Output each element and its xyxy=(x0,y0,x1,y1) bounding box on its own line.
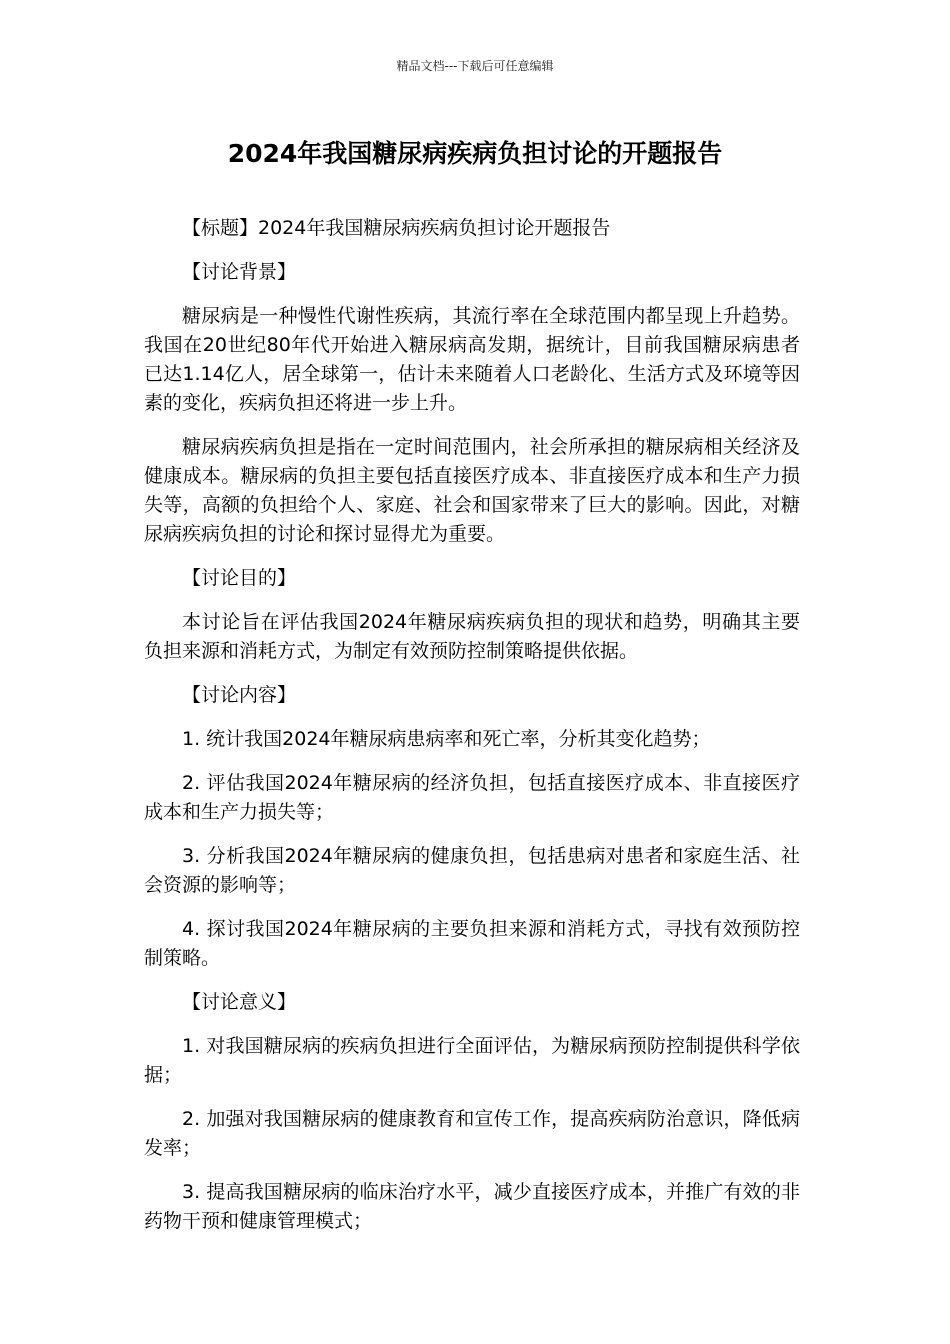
document-body xyxy=(144,214,800,1251)
significance-item-3: 3. 提高我国糖尿病的临床治疗水平，减少直接医疗成本，并推广有效的非药物干预和健康管理模式； xyxy=(144,1181,800,1232)
section-heading-significance: 【讨论意义】 xyxy=(182,991,297,1013)
section-heading-content: 【讨论内容】 xyxy=(182,684,297,706)
header-note: 精品文档---下载后可任意编辑 xyxy=(396,59,554,73)
section-heading-purpose: 【讨论目的】 xyxy=(182,567,297,589)
content-item-4: 4. 探讨我国2024年糖尿病的主要负担来源和消耗方式，寻找有效预防控制策略。 xyxy=(144,918,800,969)
paragraph-background-1: 糖尿病是一种慢性代谢性疾病，其流行率在全球范围内都呈现上升趋势。我国在20世纪80年代开始进入糖尿病高发期，据统计，目前我国糖尿病患者已达1.14亿人，居全球第一，估计未来随着人口老龄化、生活方式及环境等因素的变化，疾病负担还将进一步上升。 xyxy=(144,305,800,414)
significance-item-1: 1. 对我国糖尿病的疾病负担进行全面评估，为糖尿病预防控制提供科学依据； xyxy=(144,1035,800,1086)
title-line: 【标题】2024年我国糖尿病疾病负担讨论开题报告 xyxy=(182,217,611,239)
content-item-2: 2. 评估我国2024年糖尿病的经济负担，包括直接医疗成本、非直接医疗成本和生产力损失等； xyxy=(144,772,800,823)
paragraph-background-2: 糖尿病疾病负担是指在一定时间范围内，社会所承担的糖尿病相关经济及健康成本。糖尿病的负担主要包括直接医疗成本、非直接医疗成本和生产力损失等，高额的负担给个人、家庭、社会和国家带来了巨大的影响。因此，对糖尿病疾病负担的讨论和探讨显得尤为重要。 xyxy=(144,436,800,545)
section-heading-background: 【讨论背景】 xyxy=(182,261,297,283)
content-item-3: 3. 分析我国2024年糖尿病的健康负担，包括患病对患者和家庭生活、社会资源的影响等； xyxy=(144,845,800,896)
content-item-1: 1. 统计我国2024年糖尿病患病率和死亡率，分析其变化趋势； xyxy=(182,728,711,750)
paragraph-purpose: 本讨论旨在评估我国2024年糖尿病疾病负担的现状和趋势，明确其主要负担来源和消耗方式，为制定有效预防控制策略提供依据。 xyxy=(144,611,800,662)
document-title: 2024年我国糖尿病疾病负担讨论的开题报告 xyxy=(227,139,723,168)
significance-item-2: 2. 加强对我国糖尿病的健康教育和宣传工作，提高疾病防治意识，降低病发率； xyxy=(144,1108,800,1159)
